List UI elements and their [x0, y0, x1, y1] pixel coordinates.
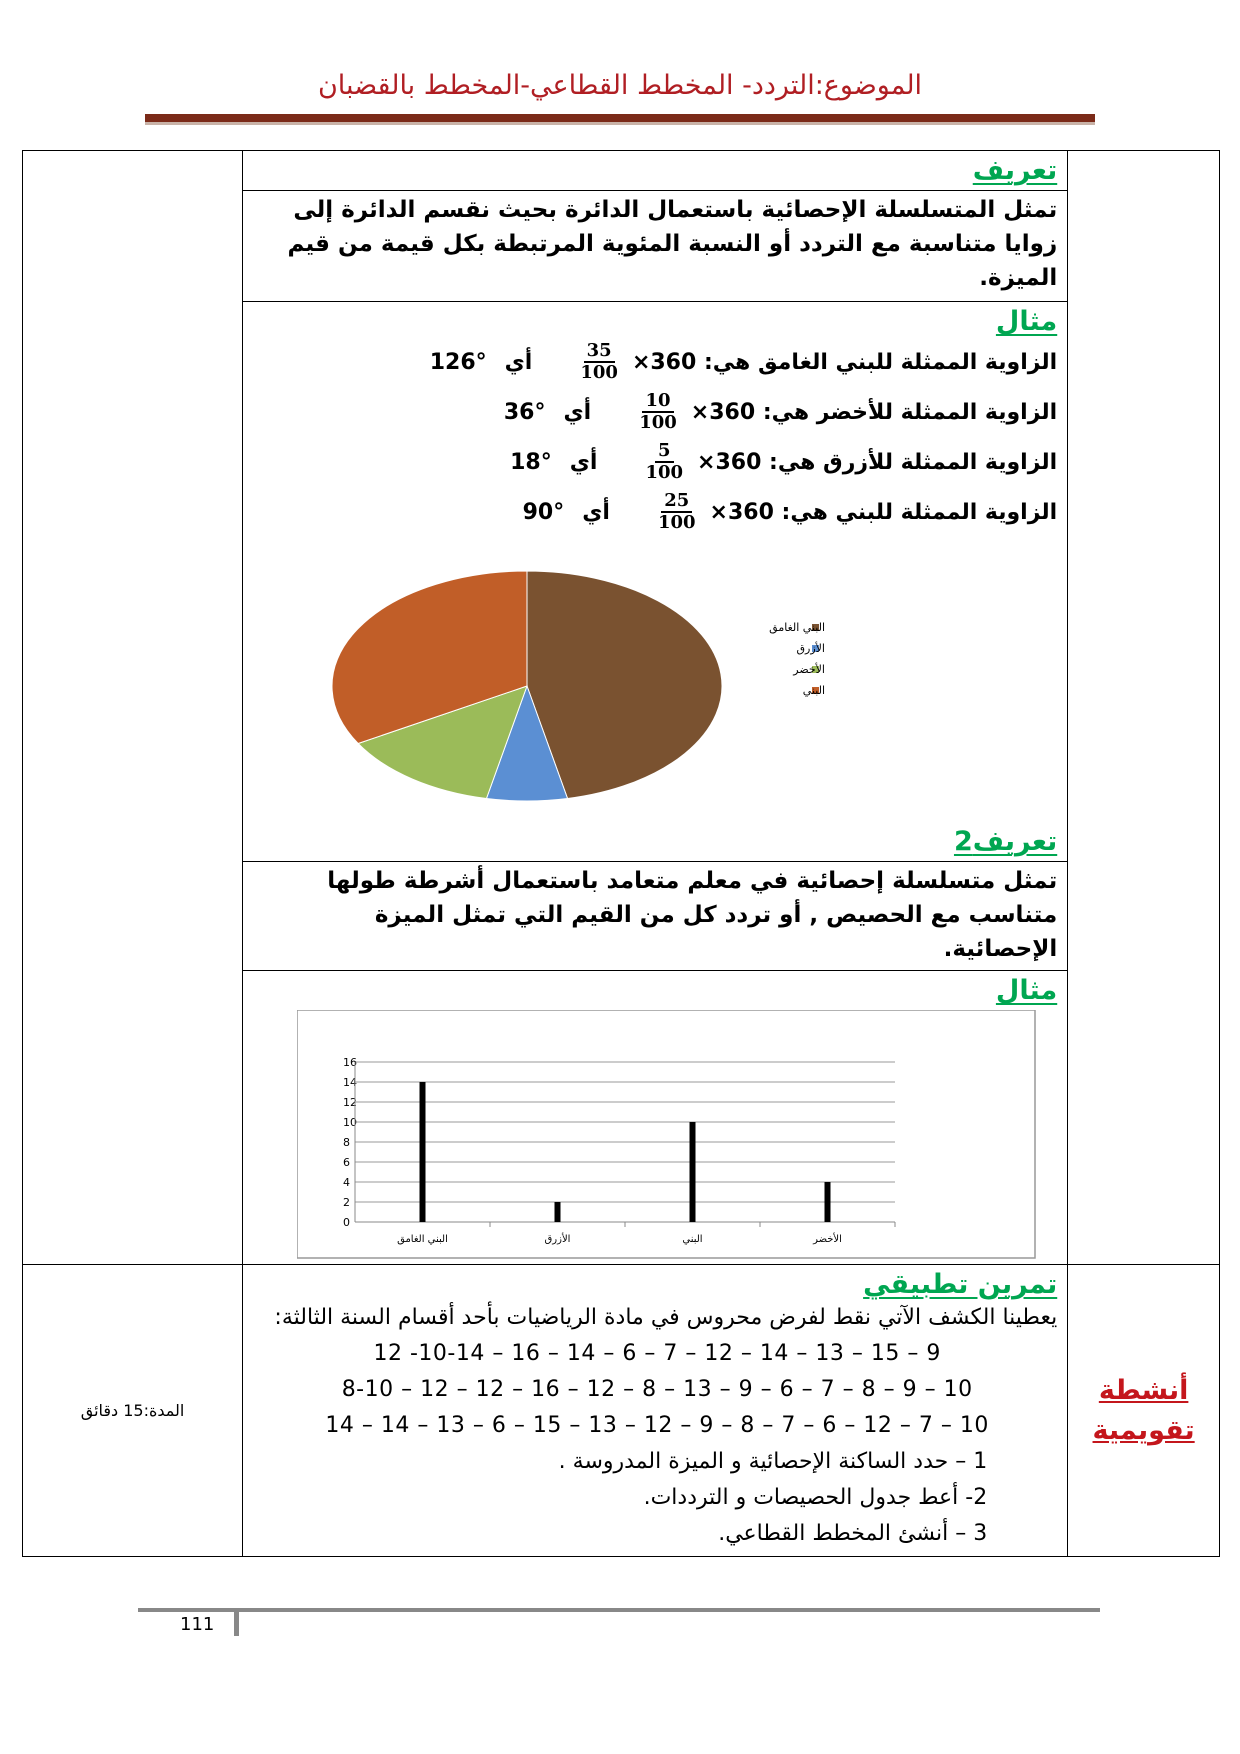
definition1-block	[243, 151, 1067, 190]
angle-fraction	[658, 491, 696, 533]
activities-label	[1068, 1371, 1219, 1451]
definition2-text: تمثل متسلسلة إحصائية في معلم متعامد باستعمال أشرطة طولها متناسب مع الحصيص , أو تردد كل من القيم التي تمثل الميزة الإحصائية.	[327, 868, 1058, 962]
angle-result: 18°	[510, 449, 552, 475]
angle-label: الزاوية الممثلة للأخضر هي: 360×	[690, 399, 1058, 425]
angle-label: الزاوية الممثلة للأزرق هي: 360×	[697, 449, 1058, 475]
example1-block	[243, 301, 1067, 830]
exercise-question: 2- أعط جدول الحصيصات و الترددات.	[643, 1485, 988, 1510]
exercise-block	[243, 1265, 1067, 1556]
angle-line	[257, 387, 1057, 437]
definition2-text-block	[243, 861, 1067, 970]
bar	[555, 1202, 561, 1222]
exercise-data-line: 10 – 9 – 8 – 7 – 6 – 9 – 13 – 8 – 12 – 16 – 12 – 12 – 8-10	[341, 1377, 973, 1402]
pie-slice	[527, 571, 722, 798]
example1-heading: مثال	[995, 306, 1058, 337]
definition1-text-block	[243, 190, 1067, 301]
angle-ay: أي	[582, 499, 610, 525]
bar-category-label: الأخضر	[813, 1234, 843, 1245]
right-column-top	[1068, 151, 1220, 1265]
exercise-heading: تمرين تطبيقي	[863, 1269, 1058, 1300]
fraction-numerator: 25	[661, 491, 692, 513]
bar-ytick-label: 14	[343, 1076, 358, 1089]
bar	[420, 1082, 426, 1222]
bar-ytick-label: 8	[343, 1136, 351, 1149]
bar-ytick-label: 0	[343, 1216, 351, 1229]
angle-line	[257, 337, 1057, 387]
example2-heading: مثال	[995, 975, 1058, 1006]
angle-label: الزاوية الممثلة للبني الغامق هي: 360×	[631, 349, 1058, 375]
bar	[690, 1122, 696, 1222]
fraction-numerator: 5	[655, 441, 674, 463]
fraction-denominator: 100	[580, 362, 618, 383]
definition1-heading: تعريف	[972, 155, 1058, 186]
example2-block	[243, 970, 1067, 1264]
exercise-data-line: 10 – 7 – 12 – 6 – 7 – 8 – 9 – 12 – 13 – 15 – 6 – 13 – 14 – 14	[325, 1413, 989, 1438]
pie-legend-label: الأخضر	[793, 663, 826, 676]
pie-chart	[297, 541, 1057, 831]
bar-category-label: البني	[682, 1234, 703, 1245]
activities-line1: أنشطة	[1098, 1374, 1189, 1406]
angle-ay: أي	[569, 449, 598, 475]
exercise-intro: يعطينا الكشف الآتي نقط لفرض محروس في مادة الرياضيات بأحد أقسام السنة الثالثة:	[274, 1305, 1058, 1330]
definition1-text: تمثل المتسلسلة الإحصائية باستعمال الدائرة بحيث نقسم الدائرة إلى زوايا متناسبة مع التردد أو النسبة المئوية المرتبطة بكل قيمة من قيم الميزة.	[287, 197, 1058, 291]
exercise-question: 3 – أنشئ المخطط القطاعي.	[718, 1521, 988, 1546]
exercise-data-line: 9 – 15 – 13 – 14 – 12 – 7 – 6 – 14 – 16 – 10-14- 12	[373, 1341, 941, 1366]
bar-ytick-label: 6	[343, 1156, 351, 1169]
left-column-top	[23, 151, 243, 1265]
fraction-denominator: 100	[639, 412, 677, 433]
bar-category-label: الأزرق	[544, 1234, 571, 1245]
angle-line	[257, 437, 1057, 487]
angle-result: 36°	[503, 399, 546, 425]
angle-result: 126°	[429, 349, 487, 375]
pie-legend-label: البني الغامق	[769, 621, 826, 634]
fraction-numerator: 35	[584, 341, 615, 363]
left-column-bottom	[23, 1265, 243, 1557]
angle-lines	[257, 337, 1057, 537]
fraction-denominator: 100	[645, 462, 684, 483]
exercise-question: 1 – حدد الساكنة الإحصائية و الميزة المدروسة .	[558, 1449, 988, 1474]
definition2-heading: تعريف2	[953, 826, 1058, 857]
footer-rule	[138, 1608, 1100, 1612]
angle-fraction	[645, 441, 683, 483]
page-number: 111	[180, 1614, 215, 1635]
exercise-cell	[243, 1265, 1068, 1557]
bar-ytick-label: 10	[343, 1116, 358, 1129]
header-rule	[145, 114, 1095, 122]
angle-fraction	[580, 341, 618, 383]
lesson-table	[22, 150, 1220, 1557]
angle-result: 90°	[522, 499, 565, 525]
duration-label: المدة:15 دقائق	[80, 1401, 185, 1420]
bar-ytick-label: 16	[343, 1056, 358, 1069]
bar-chart	[297, 1010, 1037, 1260]
fraction-denominator: 100	[657, 512, 696, 533]
angle-ay: أي	[504, 349, 533, 375]
bar-category-label: البني الغامق	[397, 1234, 449, 1245]
bar-ytick-label: 4	[343, 1176, 351, 1189]
angle-ay: أي	[563, 399, 592, 425]
pie-legend-label: الأزرق	[796, 642, 826, 655]
bar-chart-frame	[297, 1010, 1035, 1258]
bar-ytick-label: 12	[343, 1096, 358, 1109]
angle-fraction	[639, 391, 677, 433]
fraction-numerator: 10	[642, 391, 673, 413]
activities-cell	[1068, 1265, 1220, 1557]
activities-line2: تقويمية	[1092, 1414, 1195, 1446]
bar	[825, 1182, 831, 1222]
content-column-top	[243, 151, 1068, 1265]
angle-label: الزاوية الممثلة للبني هي: 360×	[709, 499, 1058, 525]
footer-tick	[234, 1610, 239, 1636]
angle-line	[257, 487, 1057, 537]
bar-ytick-label: 2	[343, 1196, 351, 1209]
definition2-block	[243, 822, 1067, 861]
pie-legend-label: البني	[803, 684, 826, 697]
page-header-title: الموضوع:التردد- المخطط القطاعي-المخطط بالقضبان	[317, 70, 923, 101]
